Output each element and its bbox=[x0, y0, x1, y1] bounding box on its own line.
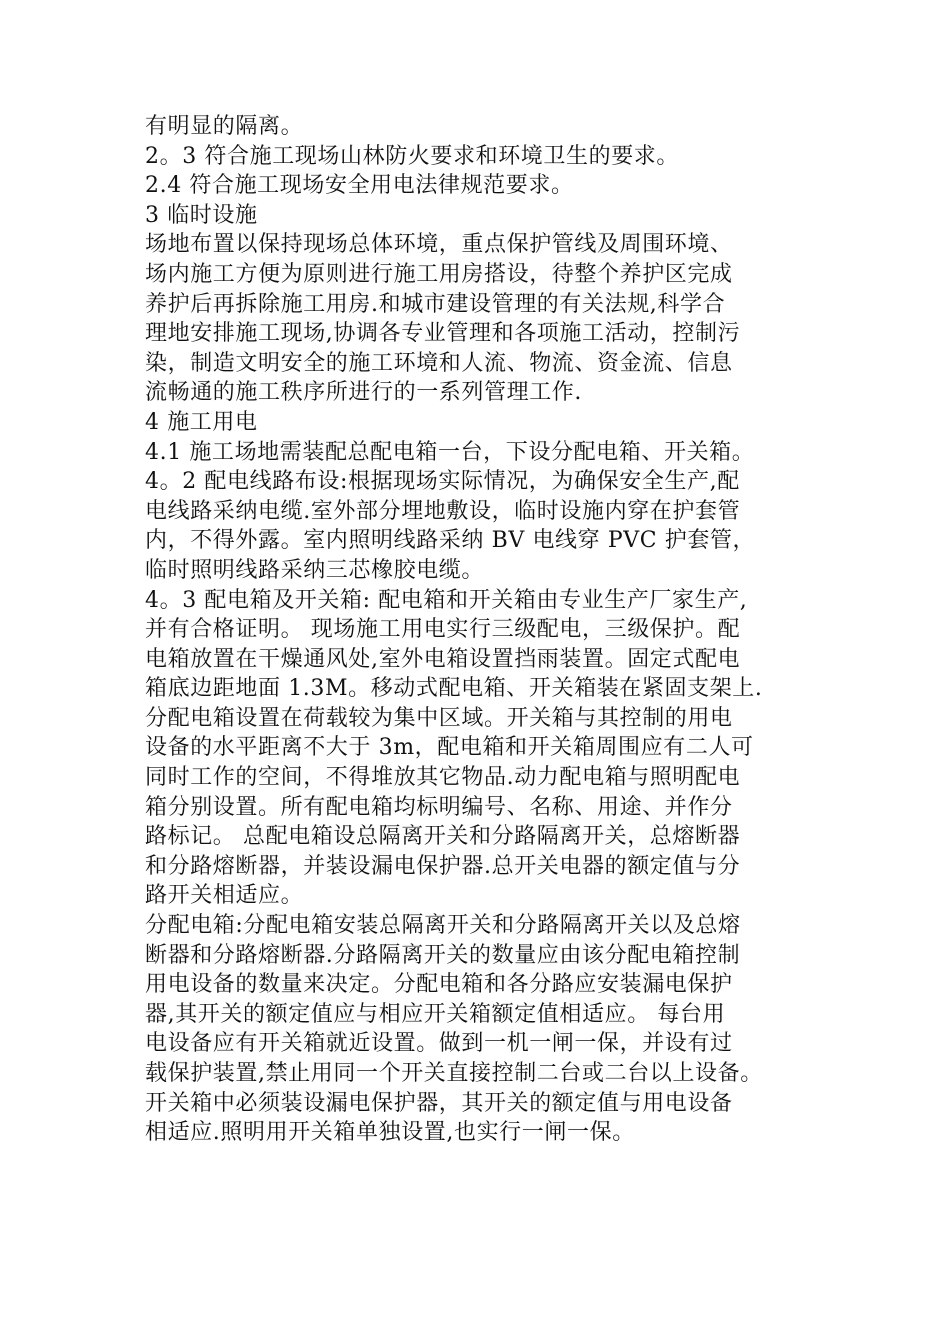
text-line: 相适应.照明用开关箱单独设置,也实行一闸一保。 bbox=[145, 1120, 635, 1146]
text-line: 分配电箱:分配电箱安装总隔离开关和分路隔离开关以及总熔 bbox=[145, 913, 741, 939]
text-line: 箱分别设置。所有配电箱均标明编号、名称、用途、并作分 bbox=[145, 794, 733, 820]
text-line: 器,其开关的额定值应与相应开关箱额定值相适应。 每台用 bbox=[145, 1001, 726, 1027]
text-line: 有明显的隔离。 bbox=[145, 114, 304, 139]
text-line: 分配电箱设置在荷载较为集中区域。开关箱与其控制的用电 bbox=[145, 705, 733, 731]
text-line: 染，制造文明安全的施工环境和人流、物流、资金流、信息 bbox=[145, 350, 733, 376]
text-line: 同时工作的空间，不得堆放其它物品.动力配电箱与照明配电 bbox=[145, 765, 741, 791]
text-line: 4。3 配电箱及开关箱: 配电箱和开关箱由专业生产厂家生产, bbox=[145, 587, 748, 613]
text-line: 场地布置以保持现场总体环境，重点保护管线及周围环境、 bbox=[145, 232, 733, 258]
text-line: 和分路熔断器，并装设漏电保护器.总开关电器的额定值与分 bbox=[145, 853, 741, 879]
text-line: 断器和分路熔断器.分路隔离开关的数量应由该分配电箱控制 bbox=[145, 942, 741, 968]
text-line: 养护后再拆除施工用房.和城市建设管理的有关法规,科学合 bbox=[145, 291, 726, 317]
text-line: 理地安排施工现场,协调各专业管理和各项施工活动，控制污 bbox=[145, 321, 741, 347]
text-line: 设备的水平距离不大于 3m，配电箱和开关箱周围应有二人可 bbox=[145, 735, 754, 761]
text-line: 4.1 施工场地需装配总配电箱一台，下设分配电箱、开关箱。 bbox=[145, 439, 755, 465]
text-line: 路标记。 总配电箱设总隔离开关和分路隔离开关，总熔断器 bbox=[145, 824, 741, 850]
section-heading: 4 施工用电 bbox=[145, 409, 258, 435]
text-line: 4。2 配电线路布设:根据现场实际情况，为确保安全生产,配 bbox=[145, 469, 740, 495]
text-line: 2.4 符合施工现场安全用电法律规范要求。 bbox=[145, 173, 574, 199]
text-line: 2。3 符合施工现场山林防火要求和环境卫生的要求。 bbox=[145, 143, 679, 169]
text-line: 电线路采纳电缆.室外部分埋地敷设，临时设施内穿在护套管 bbox=[145, 498, 741, 524]
section-heading: 3 临时设施 bbox=[145, 202, 258, 228]
text-line: 并有合格证明。 现场施工用电实行三级配电，三级保护。配 bbox=[145, 617, 741, 643]
text-line: 临时照明线路采纳三芯橡胶电缆。 bbox=[145, 557, 485, 583]
text-line: 电设备应有开关箱就近设置。做到一机一闸一保，并设有过 bbox=[145, 1031, 733, 1057]
text-line: 流畅通的施工秩序所进行的一系列管理工作. bbox=[145, 380, 582, 406]
body-text bbox=[145, 112, 815, 1148]
text-line: 场内施工方便为原则进行施工用房搭设，待整个养护区完成 bbox=[145, 261, 733, 287]
text-line: 载保护装置,禁止用同一个开关直接控制二台或二台以上设备。 bbox=[145, 1061, 763, 1086]
text-line: 路开关相适应。 bbox=[145, 883, 304, 909]
text-line: 开关箱中必须装设漏电保护器，其开关的额定值与用电设备 bbox=[145, 1090, 733, 1116]
text-line: 电箱放置在干燥通风处,室外电箱设置挡雨装置。固定式配电 bbox=[145, 646, 741, 672]
text-line: 箱底边距地面 1.3M。移动式配电箱、开关箱装在紧固支架上. bbox=[145, 676, 763, 702]
text-line: 用电设备的数量来决定。分配电箱和各分路应安装漏电保护 bbox=[145, 972, 733, 998]
text-line: 内，不得外露。室内照明线路采纳 BV 电线穿 PVC 护套管， bbox=[145, 528, 756, 554]
